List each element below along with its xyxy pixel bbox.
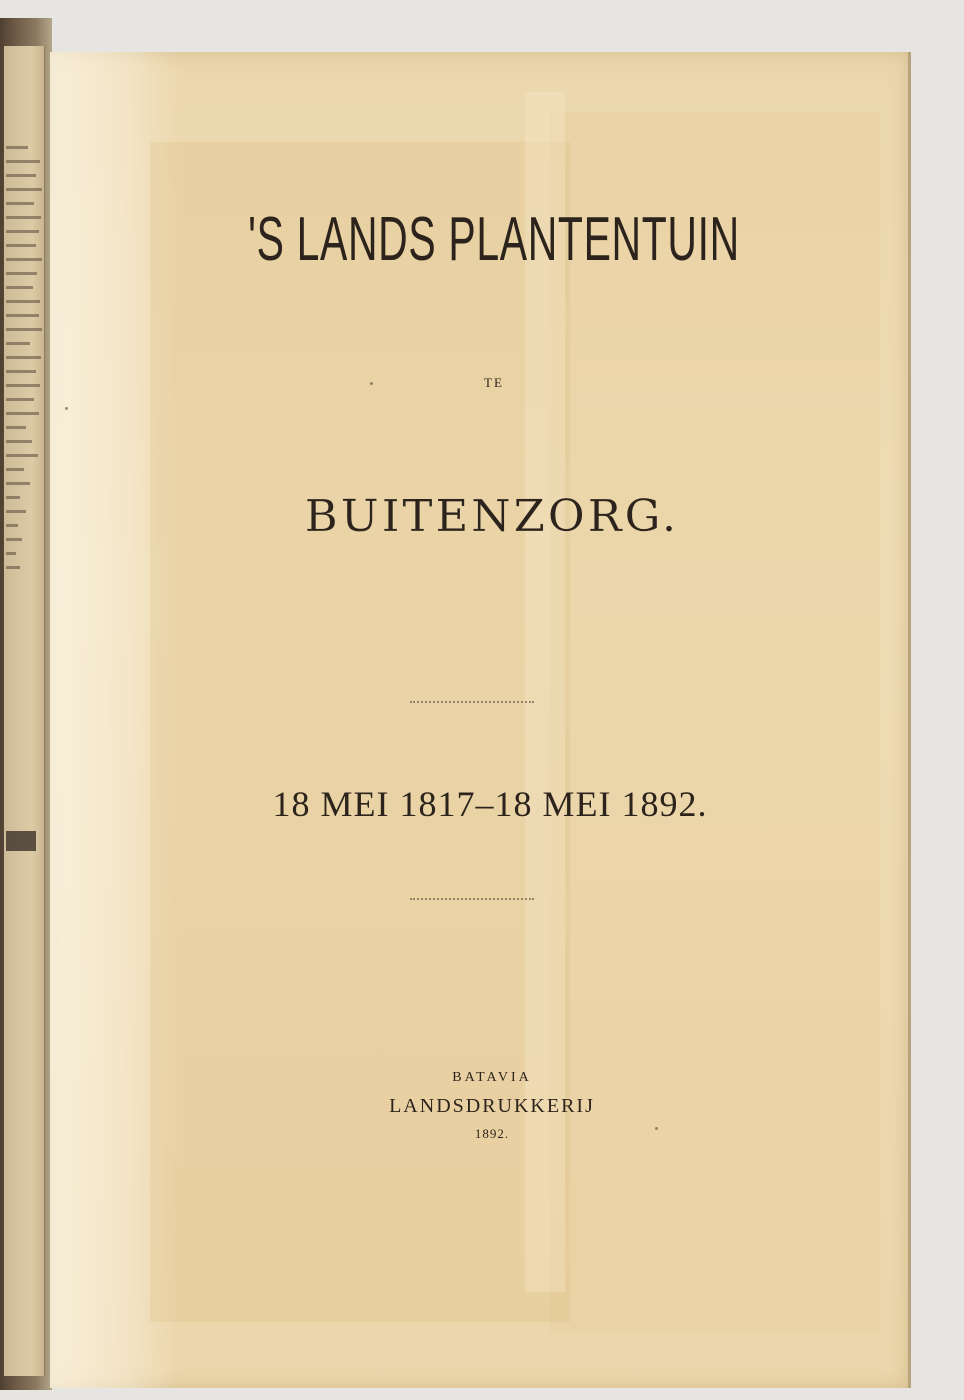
commemoration-dates: 18 MEI 1817–18 MEI 1892. xyxy=(272,784,708,824)
imprint-printer: LANDSDRUKKERIJ xyxy=(389,1095,595,1117)
imprint-city: BATAVIA xyxy=(452,1070,532,1085)
imprint-year: 1892. xyxy=(474,1126,510,1141)
ornamental-rule xyxy=(410,701,534,703)
ornamental-rule xyxy=(410,898,534,900)
title-place-name: BUITENZORG. xyxy=(304,491,680,542)
title-connector: TE xyxy=(484,375,504,390)
book-title: 'S LANDS PLANTENTUIN xyxy=(248,205,740,274)
